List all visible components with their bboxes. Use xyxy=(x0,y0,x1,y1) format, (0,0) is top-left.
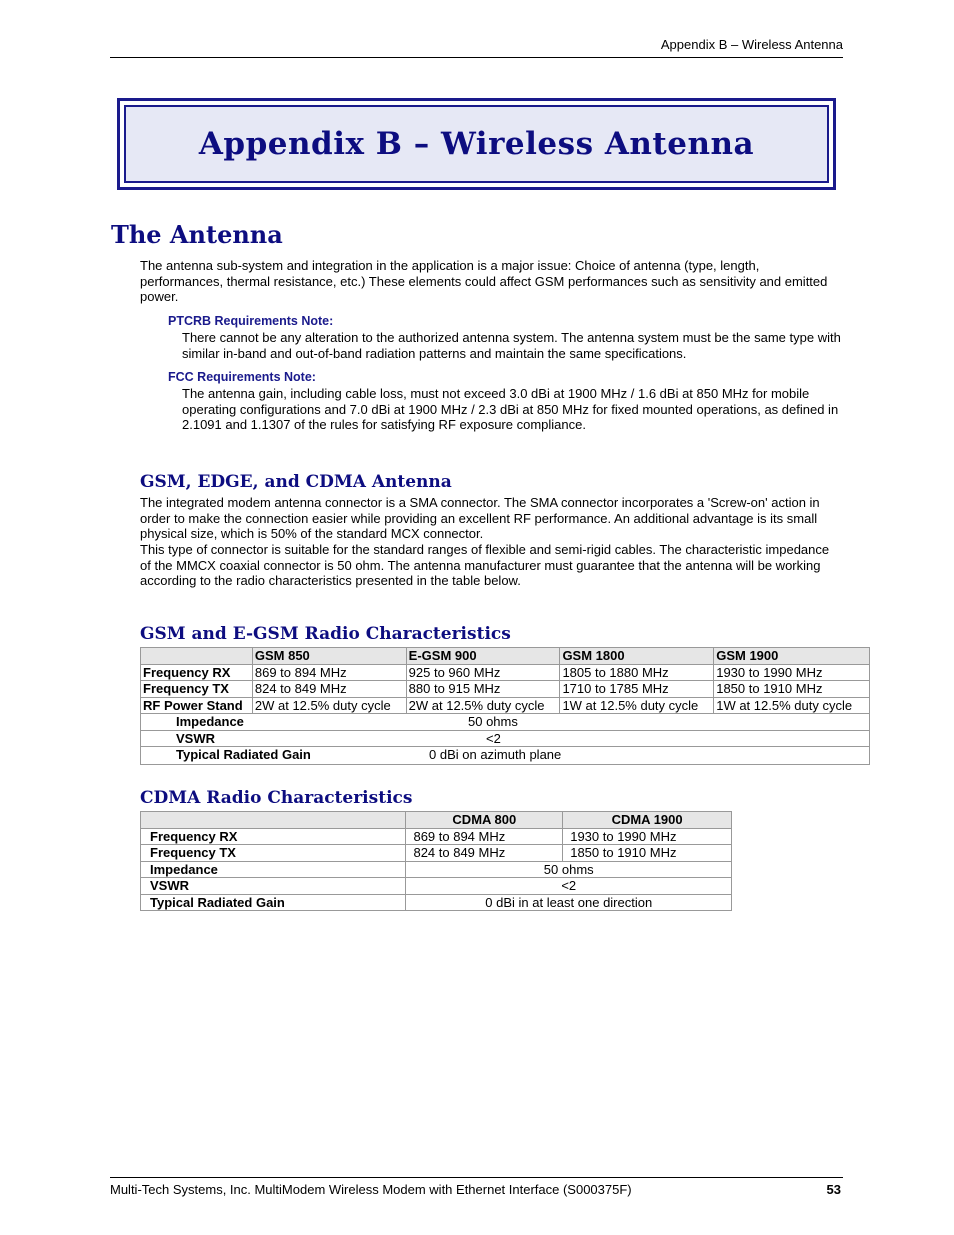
gsm-edge-para-2: This type of connector is suitable for the standard ranges of flexible and semi-rigid cables. The characteristic impedance of the MMCX coaxial connector is 50 ohm. The antenna manufacturer must guarantee that the antenna will be working according to the radio characteristics presented in the table below. xyxy=(140,542,830,588)
table-header-row xyxy=(141,648,870,665)
page-footer xyxy=(110,1177,843,1197)
table-row-gain: Typical Radiated Gain 0 dBi on azimuth plane xyxy=(141,747,870,765)
table-row-vswr: VSWR <2 xyxy=(141,878,732,895)
table-row: RF Power Stand 2W at 12.5% duty cycle 2W at 12.5% duty cycle 1W at 12.5% duty cycle 1W at 12.5% duty cycle xyxy=(141,697,870,714)
ptcrb-note-label: PTCRB Requirements Note: xyxy=(168,314,334,328)
table-row: Frequency TX 824 to 849 MHz 880 to 915 MHz 1710 to 1785 MHz 1850 to 1910 MHz xyxy=(141,681,870,698)
column-header: CDMA 1900 xyxy=(563,812,732,829)
column-header: GSM 850 xyxy=(252,648,406,665)
gsm-edge-cdma-heading: GSM, EDGE, and CDMA Antenna xyxy=(140,472,452,492)
table-row-impedance: Impedance 50 ohms xyxy=(141,861,732,878)
table-row: Frequency TX 824 to 849 MHz 1850 to 1910 MHz xyxy=(141,845,732,862)
ptcrb-note-text: There cannot be any alteration to the authorized antenna system. The antenna system must be the same type with similar in-band and out-of-band radiation patterns and maintain the same specifications. xyxy=(182,330,841,361)
page-number: 53 xyxy=(826,1182,841,1197)
gsm-edge-para-1: The integrated modem antenna connector is a SMA connector. The SMA connector incorporates a 'Screw-on' action in order to make the connection easier while providing an excellent RF performance. An additional advantage is its small physical size, which is 50% of the standard MCX connector. xyxy=(140,495,820,541)
column-header: GSM 1900 xyxy=(714,648,870,665)
table-header-row xyxy=(141,812,732,829)
cdma-table-heading: CDMA Radio Characteristics xyxy=(140,788,413,808)
column-header: E-GSM 900 xyxy=(406,648,560,665)
table-row-impedance: Impedance 50 ohms xyxy=(141,714,870,731)
running-header: Appendix B – Wireless Antenna xyxy=(110,37,843,58)
antenna-intro: The antenna sub-system and integration in the application is a major issue: Choice of antenna (type, length, performances, thermal resistance, etc.) These elements could affect GSM performances such as sensitivity and emitted power. xyxy=(140,258,828,304)
fcc-note-label: FCC Requirements Note: xyxy=(168,370,316,384)
appendix-title-box xyxy=(117,98,836,190)
fcc-note-text: The antenna gain, including cable loss, must not exceed 3.0 dBi at 1900 MHz / 1.6 dBi at 850 MHz for mobile operating configurations and 7.0 dBi at 1900 MHz / 2.3 dBi at 850 MHz for fixed mounted operations, as defined in 2.1091 and 1.1307 of the rules for satisfying RF exposure compliance. xyxy=(182,386,839,432)
column-header: CDMA 800 xyxy=(406,812,563,829)
footer-text: Multi-Tech Systems, Inc. MultiModem Wireless Modem with Ethernet Interface (S000375F) xyxy=(110,1182,632,1197)
gsm-radio-table xyxy=(140,647,870,765)
table-row-gain: Typical Radiated Gain 0 dBi in at least one direction xyxy=(141,894,732,911)
column-header: GSM 1800 xyxy=(560,648,714,665)
table-row: Frequency RX 869 to 894 MHz 925 to 960 MHz 1805 to 1880 MHz 1930 to 1990 MHz xyxy=(141,664,870,681)
gsm-table-heading: GSM and E-GSM Radio Characteristics xyxy=(140,624,511,644)
table-row: Frequency RX 869 to 894 MHz 1930 to 1990 MHz xyxy=(141,828,732,845)
table-row-vswr: VSWR <2 xyxy=(141,730,870,747)
cdma-radio-table xyxy=(140,811,732,911)
page-title: Appendix B – Wireless Antenna xyxy=(198,126,755,162)
section-heading-antenna: The Antenna xyxy=(111,220,283,249)
